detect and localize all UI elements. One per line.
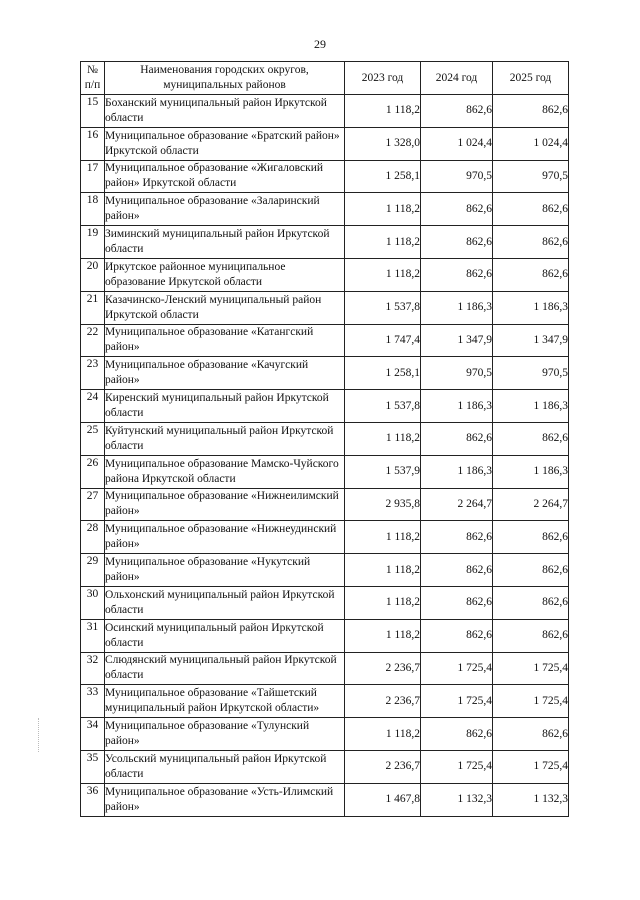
- value-2024: 862,6: [421, 226, 493, 259]
- value-2025: 1 024,4: [493, 127, 569, 160]
- value-2025: 1 186,3: [493, 390, 569, 423]
- row-number: 32: [81, 652, 105, 685]
- value-2024: 1 186,3: [421, 390, 493, 423]
- header-year-2025: 2025 год: [493, 62, 569, 95]
- table-row: [81, 291, 569, 324]
- value-2024: 862,6: [421, 422, 493, 455]
- table-row: [81, 324, 569, 357]
- value-2025: 1 132,3: [493, 783, 569, 816]
- value-2024: 1 725,4: [421, 652, 493, 685]
- value-2023: 1 118,2: [345, 554, 421, 587]
- table-row: [81, 685, 569, 718]
- row-number: 31: [81, 619, 105, 652]
- table-row: [81, 488, 569, 521]
- value-2025: 2 264,7: [493, 488, 569, 521]
- value-2025: 970,5: [493, 357, 569, 390]
- row-number: 26: [81, 455, 105, 488]
- municipality-name: Киренский муниципальный район Иркутской области: [105, 390, 345, 423]
- table-row: [81, 127, 569, 160]
- value-2023: 1 537,8: [345, 291, 421, 324]
- value-2025: 862,6: [493, 586, 569, 619]
- value-2024: 862,6: [421, 521, 493, 554]
- value-2025: 862,6: [493, 226, 569, 259]
- value-2024: 1 725,4: [421, 685, 493, 718]
- value-2023: 1 258,1: [345, 160, 421, 193]
- value-2023: 1 118,2: [345, 521, 421, 554]
- value-2023: 1 118,2: [345, 422, 421, 455]
- municipality-name: Муниципальное образование «Братский район» Иркутской области: [105, 127, 345, 160]
- value-2023: 1 537,8: [345, 390, 421, 423]
- header-name: [105, 62, 345, 95]
- row-number: 29: [81, 554, 105, 587]
- table-body: [81, 95, 569, 817]
- value-2025: 970,5: [493, 160, 569, 193]
- table-row: [81, 160, 569, 193]
- value-2025: 862,6: [493, 95, 569, 128]
- value-2023: 1 118,2: [345, 718, 421, 751]
- value-2023: 2 236,7: [345, 652, 421, 685]
- budget-table: [80, 61, 569, 817]
- value-2024: 2 264,7: [421, 488, 493, 521]
- value-2024: 862,6: [421, 258, 493, 291]
- row-number: 19: [81, 226, 105, 259]
- table-row: [81, 95, 569, 128]
- row-number: 36: [81, 783, 105, 816]
- value-2023: 1 747,4: [345, 324, 421, 357]
- value-2023: 1 118,2: [345, 95, 421, 128]
- value-2023: 1 467,8: [345, 783, 421, 816]
- header-num-line-1: №: [87, 64, 98, 76]
- table-row: [81, 226, 569, 259]
- table-row: [81, 619, 569, 652]
- page-number: 29: [314, 37, 326, 51]
- table-row: [81, 718, 569, 751]
- value-2023: 1 118,2: [345, 586, 421, 619]
- municipality-name: Ольхонский муниципальный район Иркутской области: [105, 586, 345, 619]
- value-2025: 1 347,9: [493, 324, 569, 357]
- table-row: [81, 455, 569, 488]
- municipality-name: Боханский муниципальный район Иркутской области: [105, 95, 345, 128]
- value-2024: 862,6: [421, 193, 493, 226]
- value-2025: 1 725,4: [493, 750, 569, 783]
- row-number: 24: [81, 390, 105, 423]
- row-number: 27: [81, 488, 105, 521]
- value-2024: 862,6: [421, 586, 493, 619]
- municipality-name: Осинский муниципальный район Иркутской области: [105, 619, 345, 652]
- value-2024: 1 725,4: [421, 750, 493, 783]
- value-2024: 862,6: [421, 95, 493, 128]
- row-number: 25: [81, 422, 105, 455]
- value-2025: 862,6: [493, 521, 569, 554]
- value-2023: 2 236,7: [345, 685, 421, 718]
- value-2024: 862,6: [421, 718, 493, 751]
- table-row: [81, 554, 569, 587]
- municipality-name: Иркутское районное муниципальное образование Иркутской области: [105, 258, 345, 291]
- row-number: 17: [81, 160, 105, 193]
- header-name-line-1: Наименования городских округов,: [140, 64, 309, 76]
- municipality-name: Муниципальное образование «Тайшетский муниципальный район Иркутской области»: [105, 685, 345, 718]
- value-2024: 970,5: [421, 357, 493, 390]
- municipality-name: Муниципальное образование «Качугский район»: [105, 357, 345, 390]
- row-number: 16: [81, 127, 105, 160]
- table-row: [81, 652, 569, 685]
- municipality-name: Муниципальное образование «Нукутский район»: [105, 554, 345, 587]
- value-2023: 1 118,2: [345, 193, 421, 226]
- row-number: 15: [81, 95, 105, 128]
- value-2025: 862,6: [493, 422, 569, 455]
- municipality-name: Казачинско-Ленский муниципальный район Иркутской области: [105, 291, 345, 324]
- table-row: [81, 193, 569, 226]
- municipality-name: Муниципальное образование «Тулунский район»: [105, 718, 345, 751]
- table-row: [81, 258, 569, 291]
- value-2023: 2 236,7: [345, 750, 421, 783]
- value-2025: 862,6: [493, 258, 569, 291]
- value-2023: 1 118,2: [345, 619, 421, 652]
- value-2024: 1 024,4: [421, 127, 493, 160]
- header-num-line-2: п/п: [84, 79, 101, 91]
- row-number: 23: [81, 357, 105, 390]
- value-2024: 1 132,3: [421, 783, 493, 816]
- table-row: [81, 422, 569, 455]
- value-2025: 1 186,3: [493, 455, 569, 488]
- row-number: 21: [81, 291, 105, 324]
- header-year-2024: 2024 год: [421, 62, 493, 95]
- table-header-row: [81, 62, 569, 95]
- value-2024: 1 186,3: [421, 291, 493, 324]
- value-2023: 1 118,2: [345, 226, 421, 259]
- municipality-name: Муниципальное образование Мамско-Чуйского района Иркутской области: [105, 455, 345, 488]
- value-2023: 1 258,1: [345, 357, 421, 390]
- row-number: 33: [81, 685, 105, 718]
- value-2023: 1 118,2: [345, 258, 421, 291]
- table-row: [81, 521, 569, 554]
- value-2024: 1 186,3: [421, 455, 493, 488]
- table-row: [81, 783, 569, 816]
- table-row: [81, 357, 569, 390]
- row-number: 28: [81, 521, 105, 554]
- value-2025: 1 186,3: [493, 291, 569, 324]
- value-2023: 1 537,9: [345, 455, 421, 488]
- table-row: [81, 390, 569, 423]
- header-year-2023: 2023 год: [345, 62, 421, 95]
- row-number: 35: [81, 750, 105, 783]
- value-2025: 862,6: [493, 554, 569, 587]
- row-number: 34: [81, 718, 105, 751]
- municipality-name: Муниципальное образование «Нижнеилимский район»: [105, 488, 345, 521]
- row-number: 22: [81, 324, 105, 357]
- municipality-name: Муниципальное образование «Заларинский район»: [105, 193, 345, 226]
- value-2025: 1 725,4: [493, 652, 569, 685]
- municipality-name: Зиминский муниципальный район Иркутской области: [105, 226, 345, 259]
- municipality-name: Муниципальное образование «Нижнеудинский район»: [105, 521, 345, 554]
- value-2023: 1 328,0: [345, 127, 421, 160]
- municipality-name: Муниципальное образование «Усть-Илимский район»: [105, 783, 345, 816]
- municipality-name: Куйтунский муниципальный район Иркутской области: [105, 422, 345, 455]
- value-2025: 862,6: [493, 619, 569, 652]
- value-2024: 970,5: [421, 160, 493, 193]
- value-2024: 862,6: [421, 554, 493, 587]
- row-number: 30: [81, 586, 105, 619]
- row-number: 18: [81, 193, 105, 226]
- header-num: [81, 62, 105, 95]
- value-2024: 1 347,9: [421, 324, 493, 357]
- margin-mark: [38, 718, 40, 752]
- value-2025: 862,6: [493, 193, 569, 226]
- header-name-line-2: муниципальных районов: [163, 79, 286, 91]
- municipality-name: Усольский муниципальный район Иркутской области: [105, 750, 345, 783]
- table-row: [81, 586, 569, 619]
- municipality-name: Муниципальное образование «Катангский район»: [105, 324, 345, 357]
- value-2024: 862,6: [421, 619, 493, 652]
- value-2025: 1 725,4: [493, 685, 569, 718]
- value-2023: 2 935,8: [345, 488, 421, 521]
- row-number: 20: [81, 258, 105, 291]
- value-2025: 862,6: [493, 718, 569, 751]
- municipality-name: Муниципальное образование «Жигаловский район» Иркутской области: [105, 160, 345, 193]
- table-row: [81, 750, 569, 783]
- municipality-name: Слюдянский муниципальный район Иркутской области: [105, 652, 345, 685]
